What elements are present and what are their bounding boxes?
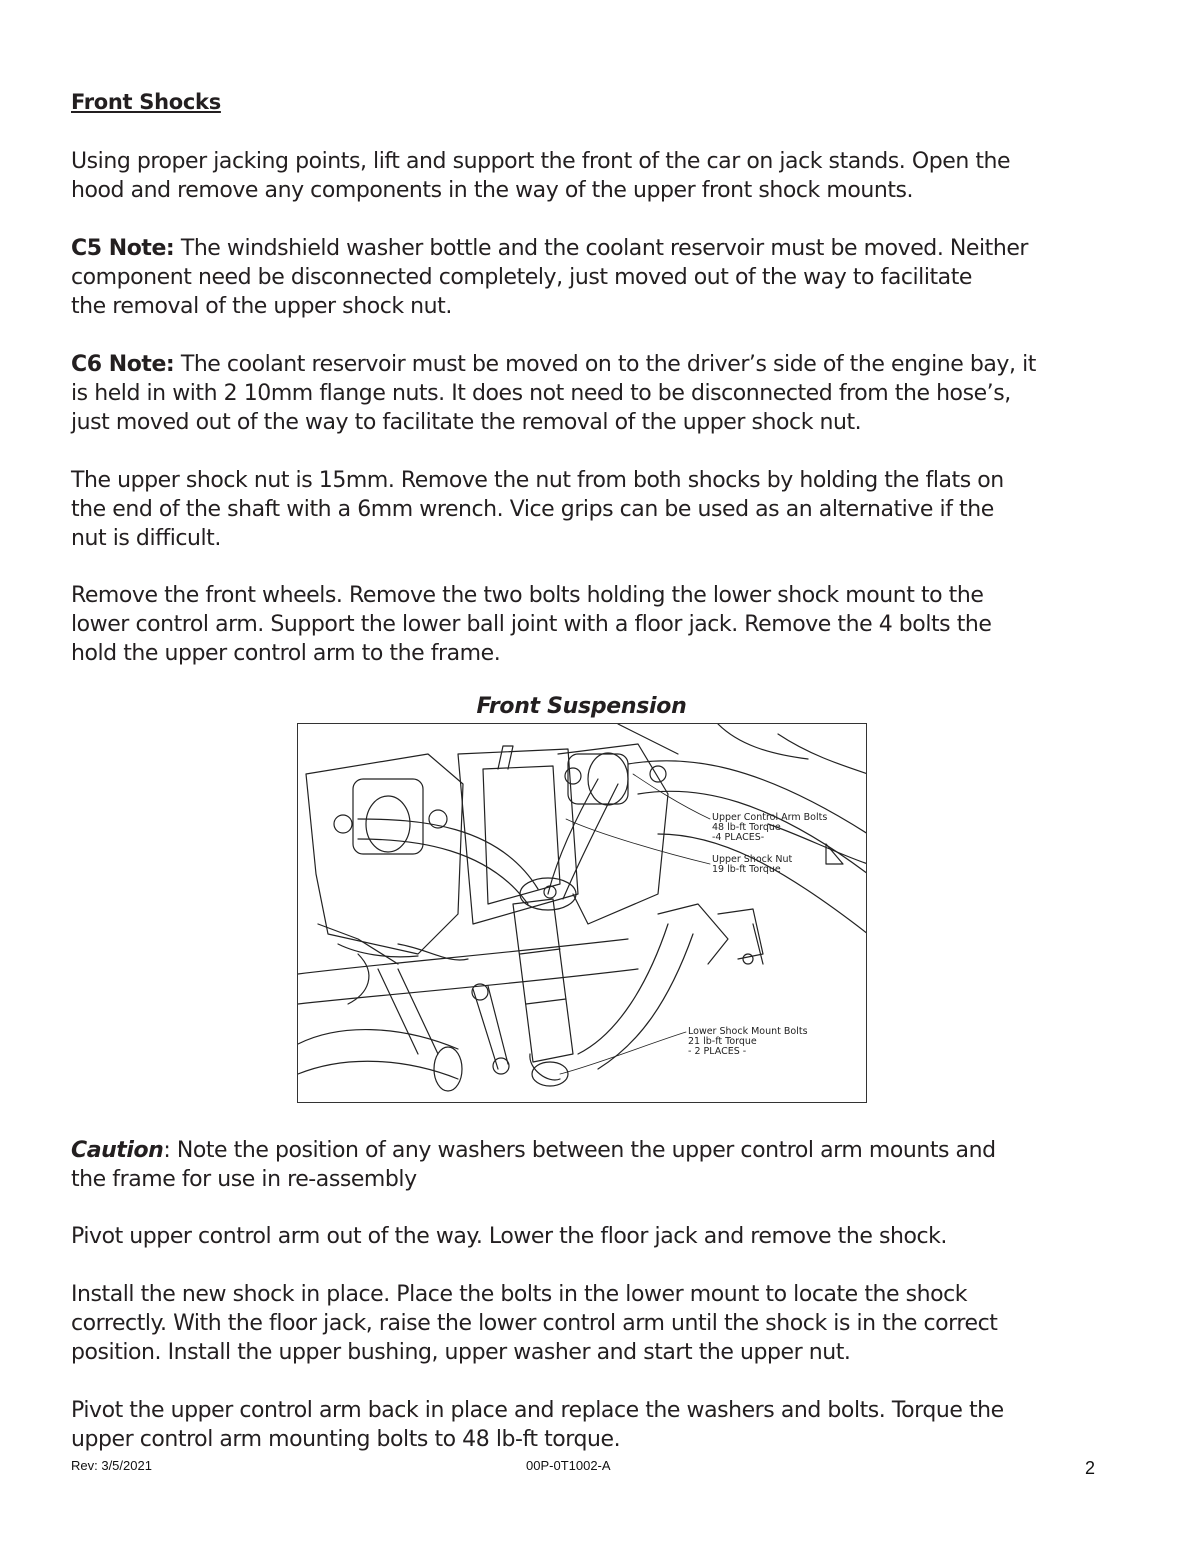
text-run: : Note the position of any washers between the upper control arm mounts and [163, 1138, 996, 1163]
text-line: the removal of the upper shock nut. [71, 294, 452, 319]
text-line: just moved out of the way to facilitate the removal of the upper shock nut. [71, 410, 862, 435]
text-line: Install the new shock in place. Place the bolts in the lower mount to locate the shock [71, 1282, 968, 1307]
callout-line: 48 lb-ft Torque [712, 822, 781, 833]
paragraph-remove-wheels [71, 581, 1121, 668]
text-line [71, 350, 1121, 379]
suspension-drawing [298, 724, 867, 1103]
callout-line: 21 lb-ft Torque [688, 1036, 757, 1047]
paragraph-c5-note [71, 234, 1121, 321]
callout-line: Upper Control Arm Bolts [712, 812, 828, 823]
callout-line: Lower Shock Mount Bolts [688, 1026, 808, 1037]
text-line: correctly. With the floor jack, raise the lower control arm until the shock is in the correct [71, 1311, 998, 1336]
callout-upper-control-arm [712, 812, 827, 843]
text-line [71, 1136, 1121, 1165]
text-line: Remove the front wheels. Remove the two bolts holding the lower shock mount to the [71, 583, 984, 608]
callout-line: -4 PLACES- [712, 832, 765, 843]
paragraph-pivot-arm [71, 1222, 1121, 1251]
text-line: hold the upper control arm to the frame. [71, 641, 501, 666]
callout-lower-shock-mount [688, 1026, 808, 1057]
text-line: Pivot upper control arm out of the way. Lower the floor jack and remove the shock. [71, 1224, 947, 1249]
figure-title: Front Suspension [476, 694, 687, 719]
callout-line: 19 lb-ft Torque [712, 864, 781, 875]
text-line: position. Install the upper bushing, upper washer and start the upper nut. [71, 1340, 851, 1365]
paragraph-jacking [71, 147, 1121, 205]
text-line: upper control arm mounting bolts to 48 lb-ft torque. [71, 1427, 621, 1452]
text-run: The coolant reservoir must be moved on to the driver’s side of the engine bay, it [174, 352, 1036, 377]
caution-label: Caution [71, 1138, 164, 1163]
callout-upper-shock-nut [712, 854, 793, 875]
paragraph-torque [71, 1396, 1121, 1454]
text-line: The upper shock nut is 15mm. Remove the nut from both shocks by holding the flats on [71, 468, 1004, 493]
paragraph-c6-note [71, 350, 1121, 437]
text-line [71, 234, 1121, 263]
paragraph-caution [71, 1136, 1121, 1194]
paragraph-install-shock [71, 1280, 1121, 1367]
text-line: component need be disconnected completely, just moved out of the way to facilitate [71, 265, 972, 290]
callout-line: Upper Shock Nut [712, 854, 793, 865]
text-run: The windshield washer bottle and the coolant reservoir must be moved. Neither [174, 236, 1029, 261]
text-line: the frame for use in re-assembly [71, 1167, 417, 1192]
text-line: Using proper jacking points, lift and support the front of the car on jack stands. Open the [71, 149, 1011, 174]
text-line: hood and remove any components in the way of the upper front shock mounts. [71, 178, 914, 203]
text-line: is held in with 2 10mm flange nuts. It does not need to be disconnected from the hose’s, [71, 381, 1011, 406]
text-line: nut is difficult. [71, 526, 221, 551]
callout-line: - 2 PLACES - [688, 1046, 747, 1057]
section-heading: Front Shocks [71, 90, 221, 114]
suspension-figure [297, 723, 867, 1103]
paragraph-shock-nut [71, 466, 1121, 553]
footer-document-number: 00P-0T1002-A [526, 1458, 611, 1473]
text-line: Pivot the upper control arm back in place and replace the washers and bolts. Torque the [71, 1398, 1004, 1423]
footer-revision: Rev: 3/5/2021 [71, 1458, 152, 1473]
text-line: the end of the shaft with a 6mm wrench. Vice grips can be used as an alternative if the [71, 497, 994, 522]
page-number: 2 [1084, 1458, 1095, 1478]
note-label: C6 Note: [71, 352, 175, 377]
note-label: C5 Note: [71, 236, 175, 261]
text-line: lower control arm. Support the lower ball joint with a floor jack. Remove the 4 bolts the [71, 612, 992, 637]
